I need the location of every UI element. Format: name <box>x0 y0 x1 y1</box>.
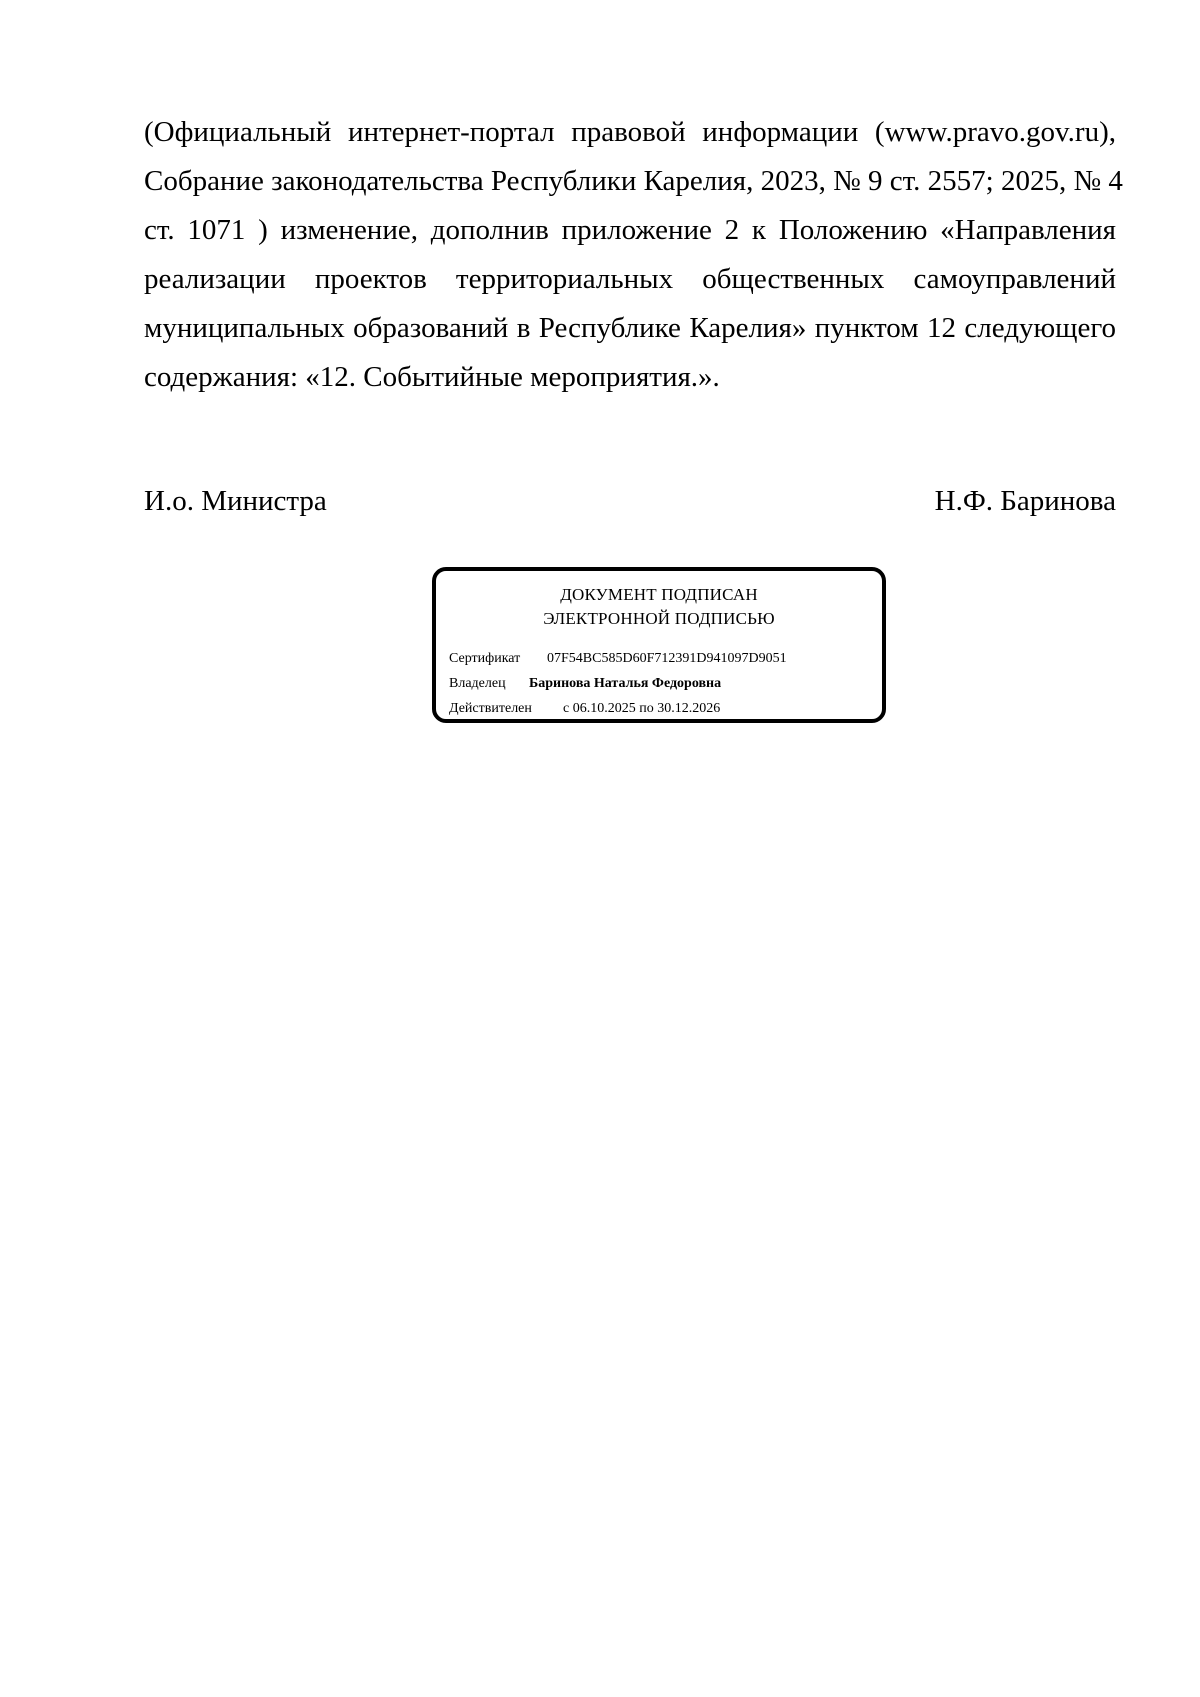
stamp-certificate-row <box>449 649 787 669</box>
stamp-validity-row <box>449 699 720 719</box>
stamp-title-line: ЭЛЕКТРОННОЙ ПОДПИСЬЮ <box>543 609 775 628</box>
valid-value: с 06.10.2025 по 30.12.2026 <box>563 701 721 716</box>
stamp-owner-row <box>449 674 721 694</box>
body-line: муниципальных образований в Республике Карелия» пунктом 12 следующего <box>144 312 1116 344</box>
body-line: реализации проектов территориальных общественных самоуправлений <box>144 263 1116 295</box>
valid-label: Действителен <box>449 701 532 716</box>
signatory-name: Н.Ф. Баринова <box>934 485 1116 517</box>
owner-value: Баринова Наталья Федоровна <box>529 676 722 691</box>
signature-block <box>144 477 1116 526</box>
stamp-title-line: ДОКУМЕНТ ПОДПИСАН <box>560 585 758 604</box>
owner-label: Владелец <box>449 676 506 691</box>
body-line: содержания: «12. Событийные мероприятия.». <box>144 361 720 393</box>
body-line: ст. 1071 ) изменение, дополнив приложение 2 к Положению «Направления <box>144 214 1116 246</box>
certificate-value: 07F54BC585D60F712391D941097D9051 <box>547 651 787 666</box>
body-paragraph <box>144 108 1123 402</box>
stamp-title <box>436 583 882 631</box>
certificate-label: Сертификат <box>449 651 521 666</box>
body-line: Собрание законодательства Республики Карелия, 2023, № 9 ст. 2557; 2025, № 4 <box>144 165 1123 197</box>
electronic-signature-stamp <box>432 567 886 723</box>
signatory-position: И.о. Министра <box>144 485 327 517</box>
body-line: (Официальный интернет-портал правовой информации (www.pravo.gov.ru), <box>144 116 1116 148</box>
